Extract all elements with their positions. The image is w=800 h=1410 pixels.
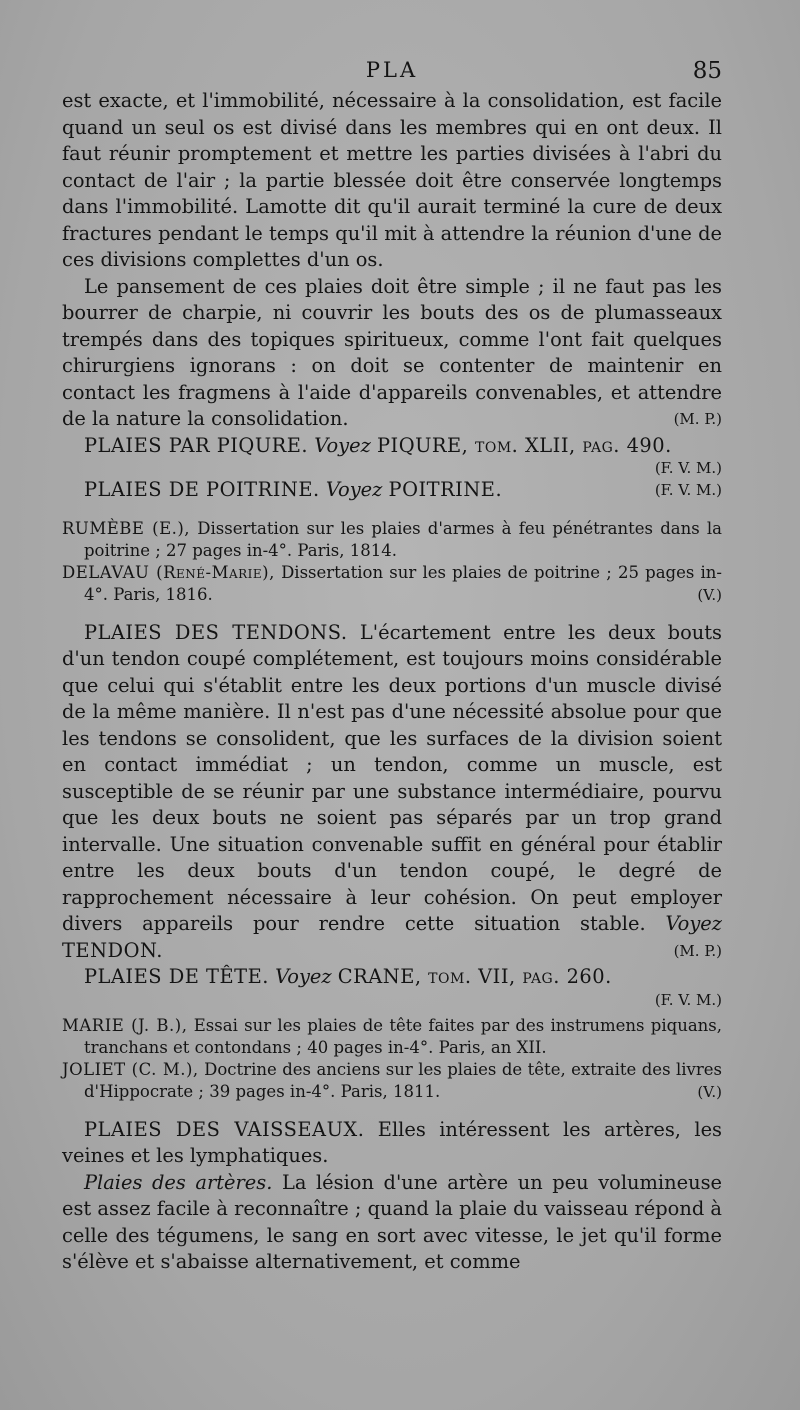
spacer <box>62 1103 722 1117</box>
bibliography-text: Dissertation sur les plaies de poitrine ; 25 pages in-4°. Paris, 1816. <box>84 562 723 604</box>
entry-heading: PLAIES DES VAISSEAUX. <box>84 1117 365 1141</box>
see-also-label: Voyez <box>665 912 722 935</box>
author-signature: (F. V. M.) <box>654 481 722 499</box>
bibliography-entry <box>62 1015 722 1059</box>
cross-reference: PIQURE, tom. XLII, pag. 490. <box>376 433 672 457</box>
entry-plaies-des-vaisseaux <box>62 1117 722 1170</box>
cross-reference: TENDON. <box>62 938 163 962</box>
running-header <box>62 58 722 88</box>
bibliography-author: MARIE (J. B.), <box>62 1015 188 1035</box>
entry-plaies-de-poitrine <box>62 477 722 504</box>
spacer <box>62 504 722 518</box>
entry-signature-row <box>62 991 722 1009</box>
paragraph-text: L'écartement entre les deux bouts d'un tendon coupé complétement, est toujours moins considérable que celui qui s'établit entre les deux portions d'un muscle divisé de la même manière. Il n'est pas d'une nécessité absolue pour que les tendons se consolident, que les surfaces de la division soient en contact immédiat ; un tendon, comme un muscle, est susceptible de se réunir par une substance intermédiaire, pourvu que les deux bouts ne soient pas séparés par un trop grand intervalle. Une situation convenable suffit en général pour établir entre les deux bouts d'un tendon coupé, le degré de rapprochement nécessaire à leur cohésion. On peut employer divers appareils pour rendre cette situation stable. <box>62 620 722 935</box>
see-also-label: Voyez <box>275 965 332 988</box>
author-signature: (V.) <box>697 585 722 604</box>
running-title: PLA <box>365 58 419 82</box>
entry-plaies-des-tendons <box>62 620 722 965</box>
entry-heading: PLAIES DE POITRINE. <box>84 478 320 501</box>
bibliography-text: Doctrine des anciens sur les plaies de tête, extraite des livres d'Hippocrate ; 39 pages in-4°. Paris, 1811. <box>84 1059 723 1101</box>
author-signature: (M. P.) <box>673 941 722 960</box>
bibliography-entry <box>62 562 722 606</box>
bibliography-entry <box>62 1059 722 1103</box>
bibliography-entry <box>62 518 722 562</box>
subsection-heading: Plaies des artères. <box>84 1170 273 1194</box>
page-number: 85 <box>692 58 722 84</box>
entry-heading: PLAIES PAR PIQURE. <box>84 433 309 457</box>
paragraph-pansement <box>62 274 722 433</box>
see-also-label: Voyez <box>314 433 371 457</box>
paragraph-text: Elles intéressent les artères, les veines et les lymphatiques. <box>62 1117 722 1167</box>
see-also-label: Voyez <box>325 478 383 501</box>
entry-heading: PLAIES DES TENDONS. <box>84 620 348 644</box>
entry-plaies-des-arteres <box>62 1170 722 1276</box>
cross-reference: POITRINE. <box>388 478 503 501</box>
page-content <box>62 88 722 1276</box>
paragraph-continuation: est exacte, et l'immobilité, nécessaire à la consolidation, est facile quand un seul os est divisé dans les membres qui en ont deux. Il faut réunir promptement et mettre les parties divisées à l'abri du contact de l'air ; la partie blessée doit être conservée longtemps dans l'immobilité. Lamotte dit qu'il aurait terminé la cure de deux fractures pendant le temps qu'il mit à attendre la réunion d'une de ces divisions complettes d'un os. <box>62 89 722 271</box>
author-signature: (V.) <box>697 1082 722 1101</box>
entry-heading: PLAIES DE TÊTE. <box>84 965 269 988</box>
entry-plaies-de-tete <box>62 964 722 991</box>
bibliography-text: Dissertation sur les plaies d'armes à feu pénétrantes dans la poitrine ; 27 pages in-4°. Paris, 1814. <box>84 518 722 560</box>
entry-signature-row <box>62 459 722 477</box>
bibliography-author: RUMÈBE (E.), <box>62 518 191 538</box>
cross-reference: CRANE, tom. VII, pag. 260. <box>337 965 612 988</box>
author-signature: (F. V. M.) <box>654 990 722 1009</box>
paragraph-text: Le pansement de ces plaies doit être simple ; il ne faut pas les bourrer de charpie, ni couvrir les bouts des os de plumasseaux trempés dans des topiques spiritueux, comme l'ont fait quelques chirurgiens ignorans : on doit se contenter de maintenir en contact les fragmens à l'aide d'appareils convenables, et attendre de la nature la consolidation. <box>62 274 722 430</box>
spacer <box>62 606 722 620</box>
paragraph-text: La lésion d'une artère un peu volumineuse est assez facile à reconnaître ; quand la plaie du vaisseau répond à celle des tégumens, le sang en sort avec vitesse, le jet qu'il forme s'élève et s'abaisse alternativement, et comme <box>62 1170 723 1273</box>
bibliography-author: DELAVAU (René-Marie), <box>62 562 275 582</box>
author-signature: (F. V. M.) <box>654 459 722 477</box>
entry-plaies-par-piqure <box>62 433 722 460</box>
author-signature: (M. P.) <box>673 410 722 428</box>
bibliography-text: Essai sur les plaies de tête faites par des instrumens piquans, tranchans et contondans ; 40 pages in-4°. Paris, an XII. <box>84 1015 722 1057</box>
bibliography-author: JOLIET (C. M.), <box>62 1059 199 1079</box>
